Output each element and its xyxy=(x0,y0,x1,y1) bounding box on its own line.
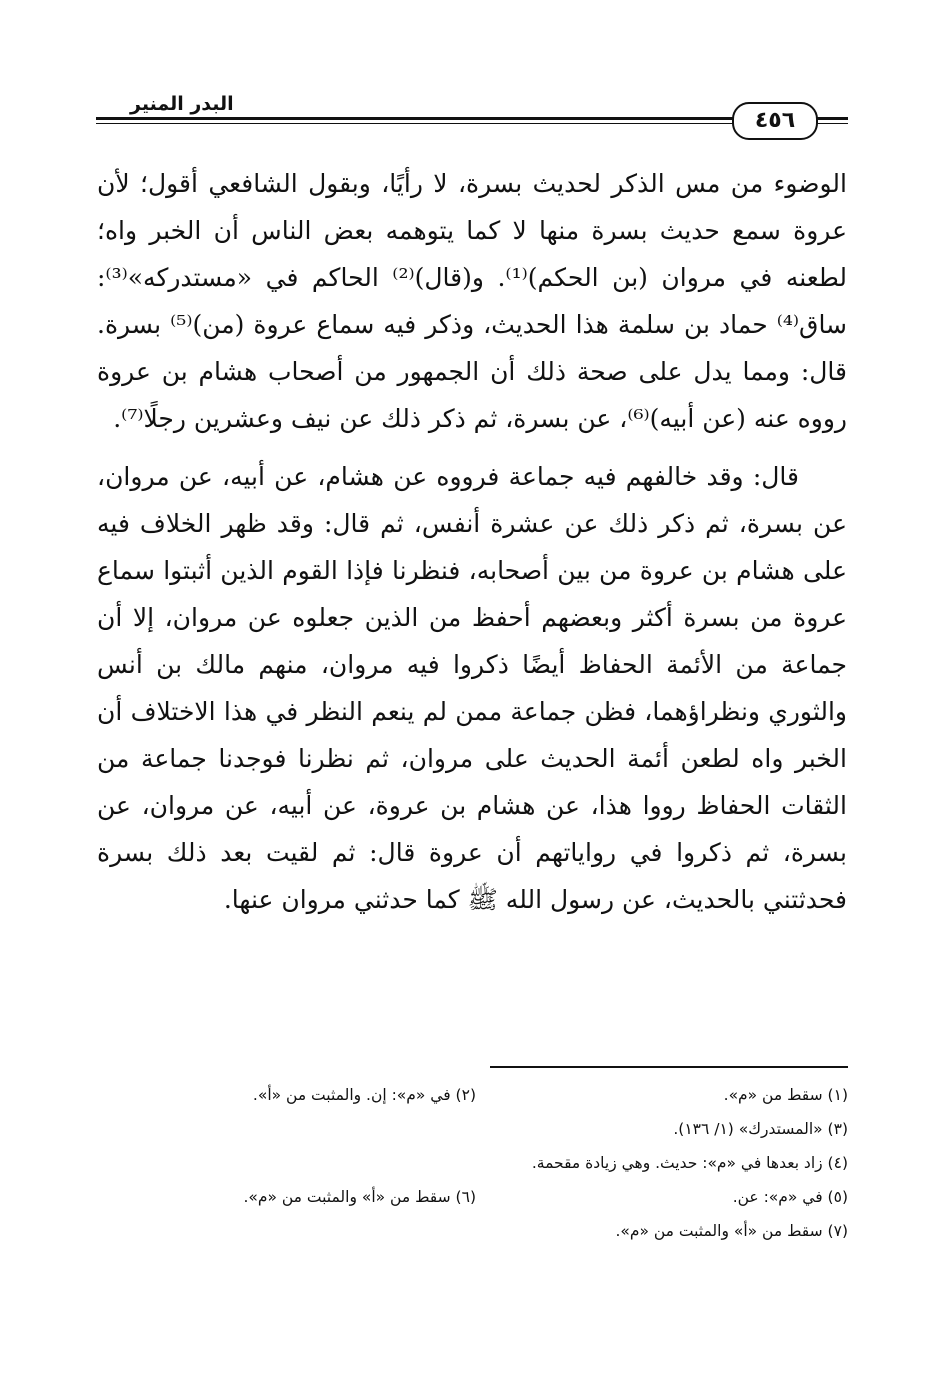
page-header xyxy=(96,92,848,142)
footnote-row xyxy=(150,1146,848,1180)
footnote-1: (١) سقط من «م». xyxy=(723,1086,848,1104)
footnote-2: (٢) في «م»: إن. والمثبت من «أ». xyxy=(252,1086,476,1104)
running-title: البدر المنير xyxy=(130,93,234,115)
page-number: ٤٥٦ xyxy=(732,102,818,140)
footnote-5: (٥) في «م»: عن. xyxy=(732,1188,848,1206)
footnote-row xyxy=(150,1078,848,1112)
main-text xyxy=(97,160,847,934)
footnote-row xyxy=(150,1180,848,1214)
footnote-6: (٦) سقط من «أ» والمثبت من «م». xyxy=(243,1188,476,1206)
footnote-row xyxy=(150,1112,848,1146)
footnotes xyxy=(150,1078,848,1248)
paragraph: قال: وقد خالفهم فيه جماعة فرووه عن هشام، عن أبيه، عن مروان، عن بسرة، ثم ذكر ذلك عن عشرة أنفس، ثم قال: وقد ظهر الخلاف فيه على هشام بن عروة من بين أصحابه، فنظرنا فإذا القوم الذين أثبتوا سماع عروة من بسرة أكثر وبعضهم أحفظ من الذين جعلوه عن مروان، إلا أن جماعة من الأئمة الحفاظ أيضًا ذكروا فيه مروان، منهم مالك بن أنس والثوري ونظراؤهما، فظن جماعة ممن لم ينعم النظر في هذا الاختلاف أن الخبر واه لطعن أئمة الحديث على مروان، ثم نظرنا فوجدنا جماعة من الثقات الحفاظ رووا هذا، عن هشام بن عروة، عن أبيه، عن مروان، عن بسرة، ثم ذكروا في رواياتهم أن عروة قال: ثم لقيت بعد ذلك بسرة فحدثتني بالحديث، عن رسول الله ﷺ كما حدثني مروان عنها. xyxy=(97,462,847,914)
footnote-separator xyxy=(490,1066,848,1068)
footnote-7: (٧) سقط من «أ» والمثبت من «م». xyxy=(615,1222,848,1240)
footnote-4: (٤) زاد بعدها في «م»: حديث. وهي زيادة مقحمة. xyxy=(531,1154,848,1172)
footnote-3: (٣) «المستدرك» (١/ ١٣٦). xyxy=(673,1120,848,1138)
paragraph: الوضوء من مس الذكر لحديث بسرة، لا رأيًا، وبقول الشافعي أقول؛ لأن عروة سمع حديث بسرة منها لا كما يتوهمه بعض الناس أن الخبر واه؛ لطعنه في مروان (بن الحكم)⁽¹⁾. و(قال)⁽²⁾ الحاكم في «مستدركه»⁽³⁾: ساق⁽⁴⁾ حماد بن سلمة هذا الحديث، وذكر فيه سماع عروة (من)⁽⁵⁾ بسرة. قال: ومما يدل على صحة ذلك أن الجمهور من أصحاب هشام بن عروة رووه عنه (عن أبيه)⁽⁶⁾، عن بسرة، ثم ذكر ذلك عن نيف وعشرين رجلًا⁽⁷⁾. xyxy=(97,169,848,433)
footnote-row xyxy=(150,1214,848,1248)
